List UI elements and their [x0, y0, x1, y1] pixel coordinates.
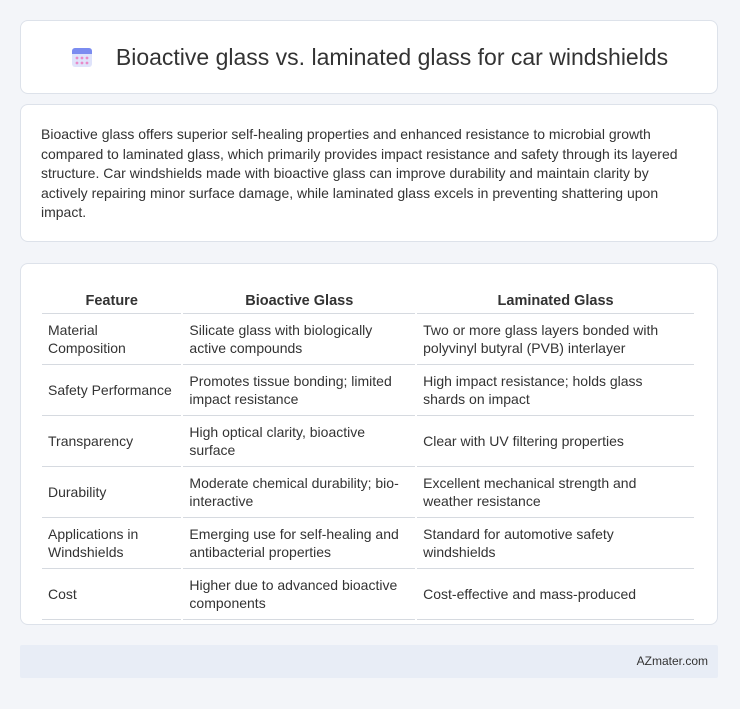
- header-laminated-glass: Laminated Glass: [417, 284, 694, 314]
- page-title: Bioactive glass vs. laminated glass for car windshields: [115, 43, 669, 70]
- footer-site-link[interactable]: AZmater.com: [636, 654, 708, 668]
- table-row: [42, 518, 694, 569]
- table-row: [42, 416, 694, 467]
- bioactive-cell: Higher due to advanced bioactive components: [183, 569, 415, 620]
- title-card: [20, 20, 718, 94]
- laminated-cell: Excellent mechanical strength and weather resistance: [417, 467, 694, 518]
- feature-cell: Material Composition: [42, 314, 181, 365]
- intro-card: [20, 104, 718, 242]
- comparison-table: [40, 284, 696, 620]
- laminated-cell: Clear with UV filtering properties: [417, 416, 694, 467]
- table-row: [42, 365, 694, 416]
- bioactive-cell: Moderate chemical durability; bio-interactive: [183, 467, 415, 518]
- bioactive-cell: Emerging use for self-healing and antibacterial properties: [183, 518, 415, 569]
- feature-cell: Transparency: [42, 416, 181, 467]
- table-row: [42, 314, 694, 365]
- table-header-row: [42, 284, 694, 314]
- intro-paragraph: Bioactive glass offers superior self-healing properties and enhanced resistance to microbial growth compared to laminated glass, which primarily provides impact resistance and safety through its layered structure. Car windshields made with bioactive glass can improve durability and maintain clarity by actively repairing minor surface damage, while laminated glass excels in preventing shattering upon impact.: [41, 126, 678, 220]
- laminated-cell: Standard for automotive safety windshields: [417, 518, 694, 569]
- header-feature: Feature: [42, 284, 181, 314]
- laminated-cell: Two or more glass layers bonded with polyvinyl butyral (PVB) interlayer: [417, 314, 694, 365]
- feature-cell: Durability: [42, 467, 181, 518]
- feature-cell: Cost: [42, 569, 181, 620]
- bioactive-cell: Silicate glass with biologically active compounds: [183, 314, 415, 365]
- header-bioactive-glass: Bioactive Glass: [183, 284, 415, 314]
- table-row: [42, 467, 694, 518]
- laminated-cell: High impact resistance; holds glass shards on impact: [417, 365, 694, 416]
- laminated-cell: Cost-effective and mass-produced: [417, 569, 694, 620]
- bioactive-cell: High optical clarity, bioactive surface: [183, 416, 415, 467]
- comparison-card: [20, 263, 718, 625]
- bioactive-cell: Promotes tissue bonding; limited impact resistance: [183, 365, 415, 416]
- calendar-icon: [70, 45, 94, 69]
- feature-cell: Safety Performance: [42, 365, 181, 416]
- footer-bar: [20, 645, 718, 678]
- table-row: [42, 569, 694, 620]
- feature-cell: Applications in Windshields: [42, 518, 181, 569]
